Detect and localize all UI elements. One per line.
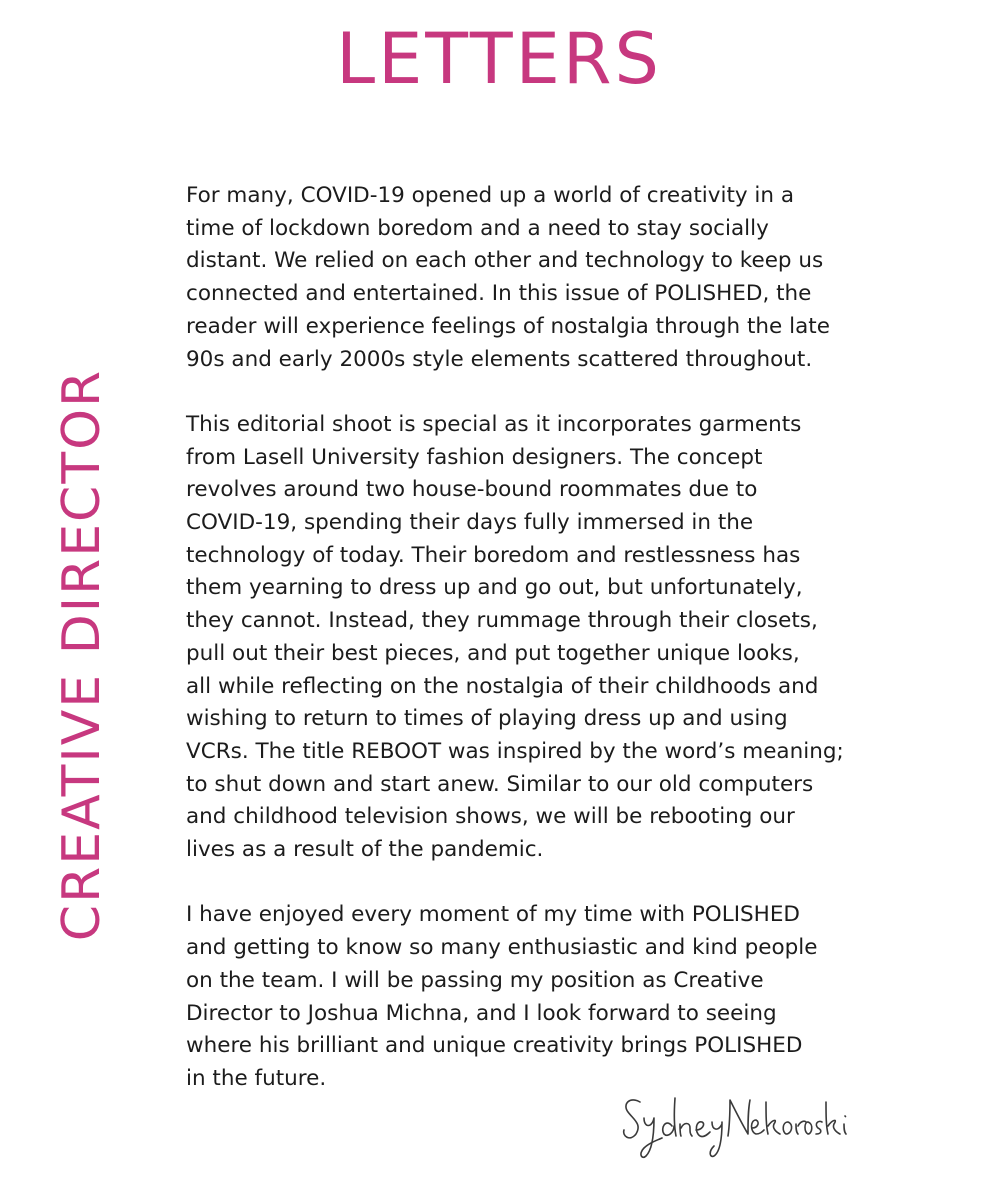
letter-body (186, 180, 886, 1096)
handwritten-signature (618, 1088, 848, 1168)
section-label-creative-director: CREATIVE DIRECTOR (52, 368, 112, 942)
letter-paragraph-3: I have enjoyed every moment of my time with POLISHED and getting to know so many enthusiastic and kind people on the team. I will be passing my position as Creative Director to Joshua Michna, and I look forward to seeing where his brilliant and unique creativity brings POLISHED in the future. (186, 902, 818, 1091)
signature-drawing (618, 1088, 848, 1168)
letter-paragraph-1: For many, COVID-19 opened up a world of creativity in a time of lockdown boredom and a need to stay socially distant. We relied on each other and technology to keep us connected and entertained. In this issue of POLISHED, the reader will experience feelings of nostalgia through the late 90s and early 2000s style elements scattered throughout. (186, 183, 830, 372)
letter-paragraph-2: This editorial shoot is special as it incorporates garments from Lasell University fashion designers. The concept revolves around two house-bound roommates due to COVID-19, spending their days fully immersed in the technology of today. Their boredom and restlessness has them yearning to dress up and go out, but unfortunately, they cannot. Instead, they rummage through their closets, pull out their best pieces, and put together unique looks, all while reflecting on the nostalgia of their childhoods and wishing to return to times of playing dress up and using VCRs. The title REBOOT was inspired by the word’s meaning; to shut down and start anew. Similar to our old computers and childhood television shows, we will be rebooting our lives as a result of the pandemic. (186, 411, 844, 863)
page-title: LETTERS (336, 18, 662, 100)
